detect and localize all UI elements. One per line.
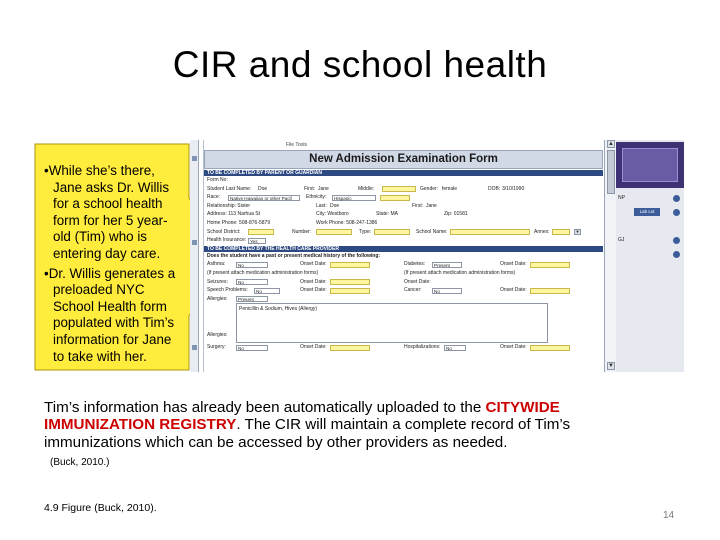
guardian-last-value[interactable]: Doe bbox=[330, 202, 340, 209]
onset-label: Onset Date: bbox=[500, 261, 527, 268]
form-row bbox=[204, 269, 603, 278]
dob-value[interactable]: 3/10/1990 bbox=[502, 185, 525, 192]
caption-part: Tim’s information has already been automatically uploaded to the bbox=[44, 399, 486, 416]
annex-field[interactable] bbox=[552, 229, 570, 235]
dob-label: DOB: bbox=[488, 185, 501, 192]
strip-marker-icon bbox=[192, 240, 197, 245]
school-name-field[interactable] bbox=[450, 229, 530, 235]
left-strip bbox=[190, 140, 199, 372]
form-row bbox=[204, 210, 603, 219]
form-row bbox=[204, 202, 603, 211]
last-name-label: Student Last Name: bbox=[207, 185, 252, 192]
health-insurance-label: Health Insurance: bbox=[207, 237, 247, 244]
guardian-last-label: Last: bbox=[316, 202, 327, 209]
hospitalizations-label: Hospitalizations: bbox=[404, 344, 441, 351]
hospitalizations-onset-field[interactable] bbox=[530, 345, 570, 351]
surgery-onset-field[interactable] bbox=[330, 345, 370, 351]
relationship-label: Relationship: Sister bbox=[207, 202, 251, 209]
section-provider: TO BE COMPLETED BY THE HEALTH CARE PROVIDER bbox=[204, 246, 603, 252]
strip-marker-icon bbox=[192, 345, 197, 350]
info-icon[interactable] bbox=[673, 209, 680, 216]
info-icon[interactable] bbox=[673, 195, 680, 202]
asthma-onset-field[interactable] bbox=[330, 262, 370, 268]
if-present-note: (If present attach medication administration forms) bbox=[404, 269, 516, 276]
ethnicity-label: Ethnicity: bbox=[306, 194, 327, 201]
race-extra-field[interactable] bbox=[380, 195, 410, 201]
form-title: New Admission Examination Form bbox=[204, 150, 603, 169]
form-row bbox=[204, 295, 603, 304]
form-row bbox=[204, 286, 603, 295]
form-row bbox=[204, 236, 603, 245]
lab-list-button[interactable]: Lab Lst bbox=[634, 208, 660, 216]
onset-label: Onset Date: bbox=[404, 278, 431, 285]
asthma-select[interactable]: No bbox=[236, 262, 268, 268]
strip-marker-icon bbox=[192, 156, 197, 161]
form-row bbox=[204, 260, 603, 269]
surgery-select[interactable]: No bbox=[236, 345, 268, 351]
diabetes-onset-field[interactable] bbox=[530, 262, 570, 268]
ethnicity-select[interactable]: Hispanic bbox=[332, 195, 376, 201]
slide-title: CIR and school health bbox=[172, 44, 548, 85]
middle-field[interactable] bbox=[382, 186, 416, 192]
asthma-label: Asthma: bbox=[207, 261, 226, 268]
caption-paragraph bbox=[44, 399, 624, 451]
allergies-select[interactable]: Present bbox=[236, 296, 268, 302]
form-row bbox=[204, 193, 603, 202]
state-label: State: MA bbox=[376, 211, 398, 218]
form-row bbox=[204, 176, 603, 185]
history-question: Does the student have a past or present medical history of the following: bbox=[207, 252, 381, 259]
form-row bbox=[204, 228, 603, 237]
home-phone-label: Home Phone: 508-876-5879 bbox=[207, 219, 271, 226]
race-select[interactable]: Native Hawaiian or other Pacif bbox=[228, 195, 300, 201]
figure-note: 4.9 Figure (Buck, 2010). bbox=[44, 502, 157, 514]
info-icon[interactable] bbox=[673, 251, 680, 258]
diabetes-select[interactable]: Present bbox=[432, 262, 462, 268]
banner-image bbox=[622, 148, 678, 182]
form-screenshot bbox=[190, 140, 684, 372]
speech-label: Speech Problems: bbox=[207, 287, 248, 294]
callout-bullet: • Dr. Willis generates a preloaded NYC School Health form populated with Tim’s information for Jane to take with her. bbox=[44, 266, 184, 366]
onset-label: Onset Date: bbox=[300, 261, 327, 268]
work-phone-label: Work Phone: 508-247-1386 bbox=[316, 219, 378, 226]
section-parent: TO BE COMPLETED BY PARENT OR GUARDIAN bbox=[204, 170, 603, 176]
speech-onset-field[interactable] bbox=[330, 288, 370, 294]
onset-label: Onset Date: bbox=[300, 278, 327, 285]
gender-value[interactable]: female bbox=[442, 185, 458, 192]
first-value[interactable]: Jane bbox=[318, 185, 329, 192]
form-row bbox=[204, 303, 603, 343]
school-district-field[interactable] bbox=[248, 229, 274, 235]
scroll-up-icon[interactable]: ▲ bbox=[608, 141, 614, 147]
annex-dropdown-icon[interactable]: ▼ bbox=[575, 229, 580, 235]
seizures-label: Seizures: bbox=[207, 278, 228, 285]
form-row bbox=[204, 219, 603, 228]
caption-part: . The CIR will maintain a complete record of Tim’s immunizations which can be accessed by other providers as needed. bbox=[44, 416, 571, 451]
form-row bbox=[204, 252, 603, 261]
form-row bbox=[204, 185, 603, 194]
cancer-onset-field[interactable] bbox=[530, 288, 570, 294]
onset-label: Onset Date: bbox=[300, 344, 327, 351]
allergies-label: Allergies: bbox=[207, 332, 228, 339]
scroll-down-icon[interactable]: ▼ bbox=[608, 363, 614, 369]
health-insurance-select[interactable]: Yes bbox=[248, 238, 266, 244]
number-field[interactable] bbox=[316, 229, 352, 235]
right-panel-banner bbox=[616, 142, 684, 188]
caption-highlight: CITYWIDE IMMUNIZATION REGISTRY bbox=[44, 399, 560, 434]
right-panel-row[interactable]: GJ bbox=[618, 237, 625, 243]
race-label: Race: bbox=[207, 194, 221, 201]
onset-label: Onset Date: bbox=[500, 287, 527, 294]
callout-bullets bbox=[44, 163, 184, 368]
middle-label: Middle: bbox=[358, 185, 375, 192]
guardian-first-value[interactable]: Jane bbox=[426, 202, 437, 209]
form-row bbox=[204, 343, 603, 352]
allergy-textarea[interactable]: Penicillin & Sodium, Hives (Allergy) bbox=[236, 303, 548, 343]
speech-select[interactable]: No bbox=[254, 288, 280, 294]
hospitalizations-select[interactable]: No bbox=[444, 345, 466, 351]
diabetes-label: Diabetes: bbox=[404, 261, 426, 268]
type-label: Type: bbox=[359, 228, 372, 235]
form-toolbar[interactable]: File Tools bbox=[286, 142, 308, 148]
page-number: 14 bbox=[663, 510, 675, 521]
cancer-label: Cancer: bbox=[404, 287, 422, 294]
number-label: Number: bbox=[292, 228, 312, 235]
last-name-value[interactable]: Doe bbox=[258, 185, 268, 192]
form-row bbox=[204, 278, 603, 287]
guardian-first-label: First: bbox=[412, 202, 424, 209]
gender-label: Gender: bbox=[420, 185, 439, 192]
form-scrollbar[interactable] bbox=[604, 140, 616, 372]
annex-label: Annex: bbox=[534, 228, 550, 235]
address-label: Address: 113 Narhua St bbox=[207, 211, 260, 218]
school-district-label: School District: bbox=[207, 228, 241, 235]
admission-form bbox=[203, 140, 603, 372]
onset-label: Onset Date: bbox=[500, 344, 527, 351]
form-no-label: Form No: bbox=[207, 177, 228, 183]
right-panel bbox=[616, 140, 684, 372]
surgery-label: Surgery: bbox=[207, 344, 226, 351]
first-label: First: bbox=[304, 185, 316, 192]
cancer-select[interactable]: No bbox=[432, 288, 462, 294]
allergies-label: Allergies: bbox=[207, 295, 228, 302]
caption-citation: (Buck, 2010.) bbox=[50, 457, 110, 468]
info-icon[interactable] bbox=[673, 237, 680, 244]
scroll-thumb[interactable] bbox=[607, 150, 615, 194]
callout-bullet: • While she’s there, Jane asks Dr. Willis for a school health form for her 5 year-old (Tim) who is entering day care. bbox=[44, 163, 184, 263]
type-field[interactable] bbox=[374, 229, 410, 235]
right-panel-row[interactable]: NP bbox=[618, 195, 625, 201]
school-name-label: School Name: bbox=[416, 228, 448, 235]
onset-label: Onset Date: bbox=[300, 287, 327, 294]
seizures-onset-field[interactable] bbox=[330, 279, 370, 285]
zip-label: Zip: 01581 bbox=[444, 211, 468, 218]
seizures-select[interactable]: No bbox=[236, 279, 268, 285]
city-label: City: Westboro bbox=[316, 211, 349, 218]
if-present-note: (If present attach medication administration forms) bbox=[207, 269, 319, 276]
